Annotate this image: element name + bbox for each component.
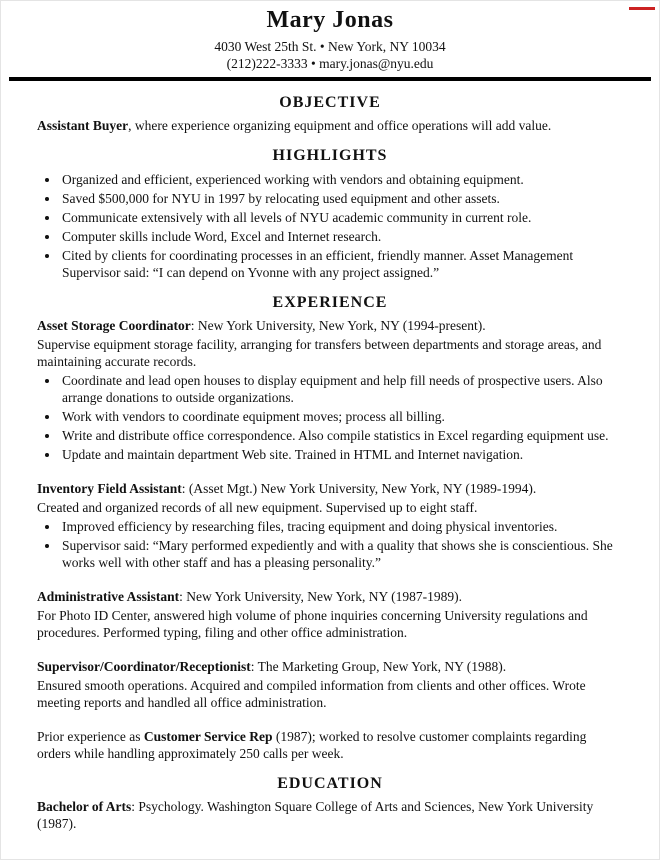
job-title <box>37 588 623 605</box>
job-summary: Ensured smooth operations. Acquired and compiled information from clients and other offices. Wrote meeting reports and handled all office administration. <box>37 677 586 710</box>
job-entry <box>37 658 623 711</box>
objective-text <box>37 117 623 134</box>
objective-role: Assistant Buyer <box>37 118 129 134</box>
prior-post: (1987); worked to resolve customer complaints regarding orders while handling approximately 250 calls per week. <box>37 728 587 761</box>
section-experience <box>37 293 623 762</box>
highlight-item: • Organized and efficient, experienced working with vendors and obtaining equipment. <box>60 171 623 188</box>
job-title <box>37 317 623 334</box>
job-entry <box>37 588 623 641</box>
job-title-bold: Inventory Field Assistant <box>37 480 182 496</box>
header-divider <box>9 77 651 81</box>
highlights-list <box>37 171 623 281</box>
prior-role: Customer Service Rep <box>143 728 273 744</box>
job-title <box>37 480 623 497</box>
section-objective <box>37 93 623 134</box>
highlights-heading: HIGHLIGHTS <box>272 147 388 165</box>
job-bullet: • Work with vendors to coordinate equipment moves; process all billing. <box>60 408 623 425</box>
job-summary: Created and organized records of all new equipment. Supervised up to eight staff. <box>37 499 478 515</box>
contact-line: (212)222-3333 • mary.jonas@nyu.edu <box>226 56 434 72</box>
highlight-item: • Computer skills include Word, Excel and Internet research. <box>60 228 623 245</box>
job-title-rest: : New York University, New York, NY (1987-1989). <box>179 588 463 604</box>
job-bullet-list <box>37 518 623 571</box>
job-entry <box>37 480 623 571</box>
job-entry <box>37 317 623 463</box>
job-title-rest: : New York University, New York, NY (1994-present). <box>190 317 486 333</box>
job-bullet: • Supervisor said: “Mary performed expediently and with a quality that shows she is conscientious. She works well with other staff and has a pleasing personality.” <box>60 537 623 571</box>
prior-pre: Prior experience as <box>37 728 144 744</box>
highlight-item: • Cited by clients for coordinating processes in an efficient, friendly manner. Asset Management Supervisor said: “I can depend on Yvonne with any project assigned.” <box>60 247 623 281</box>
job-bullet: • Update and maintain department Web site. Trained in HTML and Internet navigation. <box>60 446 623 463</box>
job-title-bold: Supervisor/Coordinator/Receptionist <box>37 658 251 674</box>
job-summary: For Photo ID Center, answered high volume of phone inquiries concerning University regulations and procedures. Performed typing, filing and other office administration. <box>37 607 588 640</box>
section-highlights <box>37 146 623 280</box>
red-corner-mark <box>629 7 655 10</box>
job-title-bold: Administrative Assistant <box>37 588 180 604</box>
job-title <box>37 658 623 675</box>
resume-header <box>37 5 623 72</box>
job-title-rest: : (Asset Mgt.) New York University, New York, NY (1989-1994). <box>181 480 537 496</box>
section-education <box>37 774 623 832</box>
job-title-bold: Asset Storage Coordinator <box>37 317 191 333</box>
education-rest: : Psychology. Washington Square College of Arts and Sciences, New York University (1987). <box>37 798 594 831</box>
experience-heading: EXPERIENCE <box>272 293 388 311</box>
education-text <box>37 798 623 832</box>
objective-heading: OBJECTIVE <box>279 94 381 112</box>
job-summary: Supervise equipment storage facility, arranging for transfers between departments and storage areas, and maintaining accurate records. <box>37 336 602 369</box>
jobs-list <box>37 317 623 762</box>
prior-experience-text <box>37 728 623 762</box>
job-bullet: • Write and distribute office correspondence. Also compile statistics in Excel regarding equipment use. <box>60 427 623 444</box>
highlight-item: • Communicate extensively with all levels of NYU academic community in current role. <box>60 209 623 226</box>
prior-experience <box>37 728 623 762</box>
objective-rest: , where experience organizing equipment and office operations will add value. <box>128 118 552 134</box>
job-title-rest: : The Marketing Group, New York, NY (1988). <box>250 658 507 674</box>
education-heading: EDUCATION <box>277 774 383 792</box>
highlight-item: • Saved $500,000 for NYU in 1997 by relocating used equipment and other assets. <box>60 190 623 207</box>
education-degree: Bachelor of Arts <box>37 798 132 814</box>
job-bullet: • Improved efficiency by researching files, tracing equipment and doing physical inventories. <box>60 518 623 535</box>
person-name: Mary Jonas <box>266 7 394 33</box>
job-bullet: • Coordinate and lead open houses to display equipment and help fill needs of prospective users. Also arrange donations to outside organizations. <box>60 372 623 406</box>
address-line: 4030 West 25th St. • New York, NY 10034 <box>214 39 446 55</box>
job-bullet-list <box>37 372 623 463</box>
